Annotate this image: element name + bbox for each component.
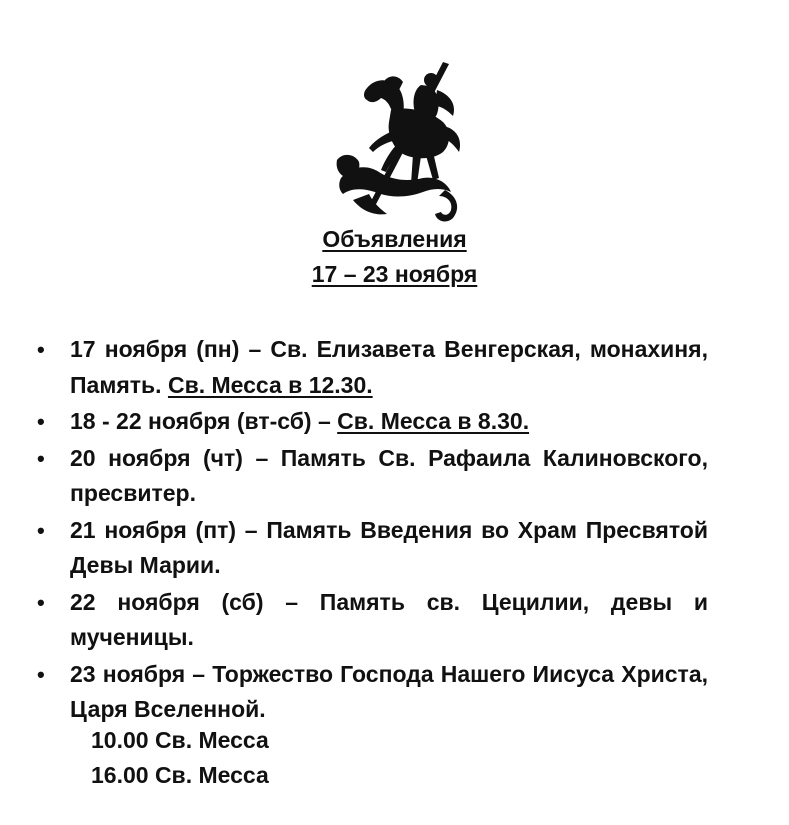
list-item [37,441,708,512]
bullet-icon: • [37,661,45,687]
mass-time-underlined: Св. Месса в 8.30. [337,408,530,434]
mass-time-1: 10.00 Св. Месса [91,727,269,753]
list-item [37,585,708,656]
mass-time-2: 16.00 Св. Месса [91,762,269,788]
bullet-icon: • [37,517,45,543]
announcement-list [37,332,708,729]
item-text: 21 ноября (пт) – Память Введения во Храм Пресвятой Девы Марии. [70,516,708,578]
item-text: 22 ноября (сб) – Память св. Цецилии, девы и мученицы. [70,588,708,650]
list-item [37,657,708,728]
item-text: 17 ноября (пн) – Св. Елизавета Венгерская, монахиня, Память. [70,336,708,398]
item-text: 23 ноября – Торжество Господа Нашего Иисуса Христа, Царя Вселенной. [70,660,708,722]
bullet-icon: • [37,445,45,471]
item-text: 20 ноября (чт) – Память Св. Рафаила Калиновского, пресвитер. [70,444,708,506]
list-item [37,404,708,440]
bullet-icon: • [37,589,45,615]
list-item [37,332,708,403]
item-text: 18 - 22 ноября (вт-сб) – [70,408,338,434]
st-george-dragon-icon [333,60,468,225]
list-item [37,513,708,584]
bullet-icon: • [37,337,45,362]
announcements-title: Объявления [322,226,467,252]
date-range-heading: 17 – 23 ноября [311,261,478,287]
mass-time-underlined: Св. Месса в 12.30. [167,371,373,398]
bullet-icon: • [37,409,45,434]
